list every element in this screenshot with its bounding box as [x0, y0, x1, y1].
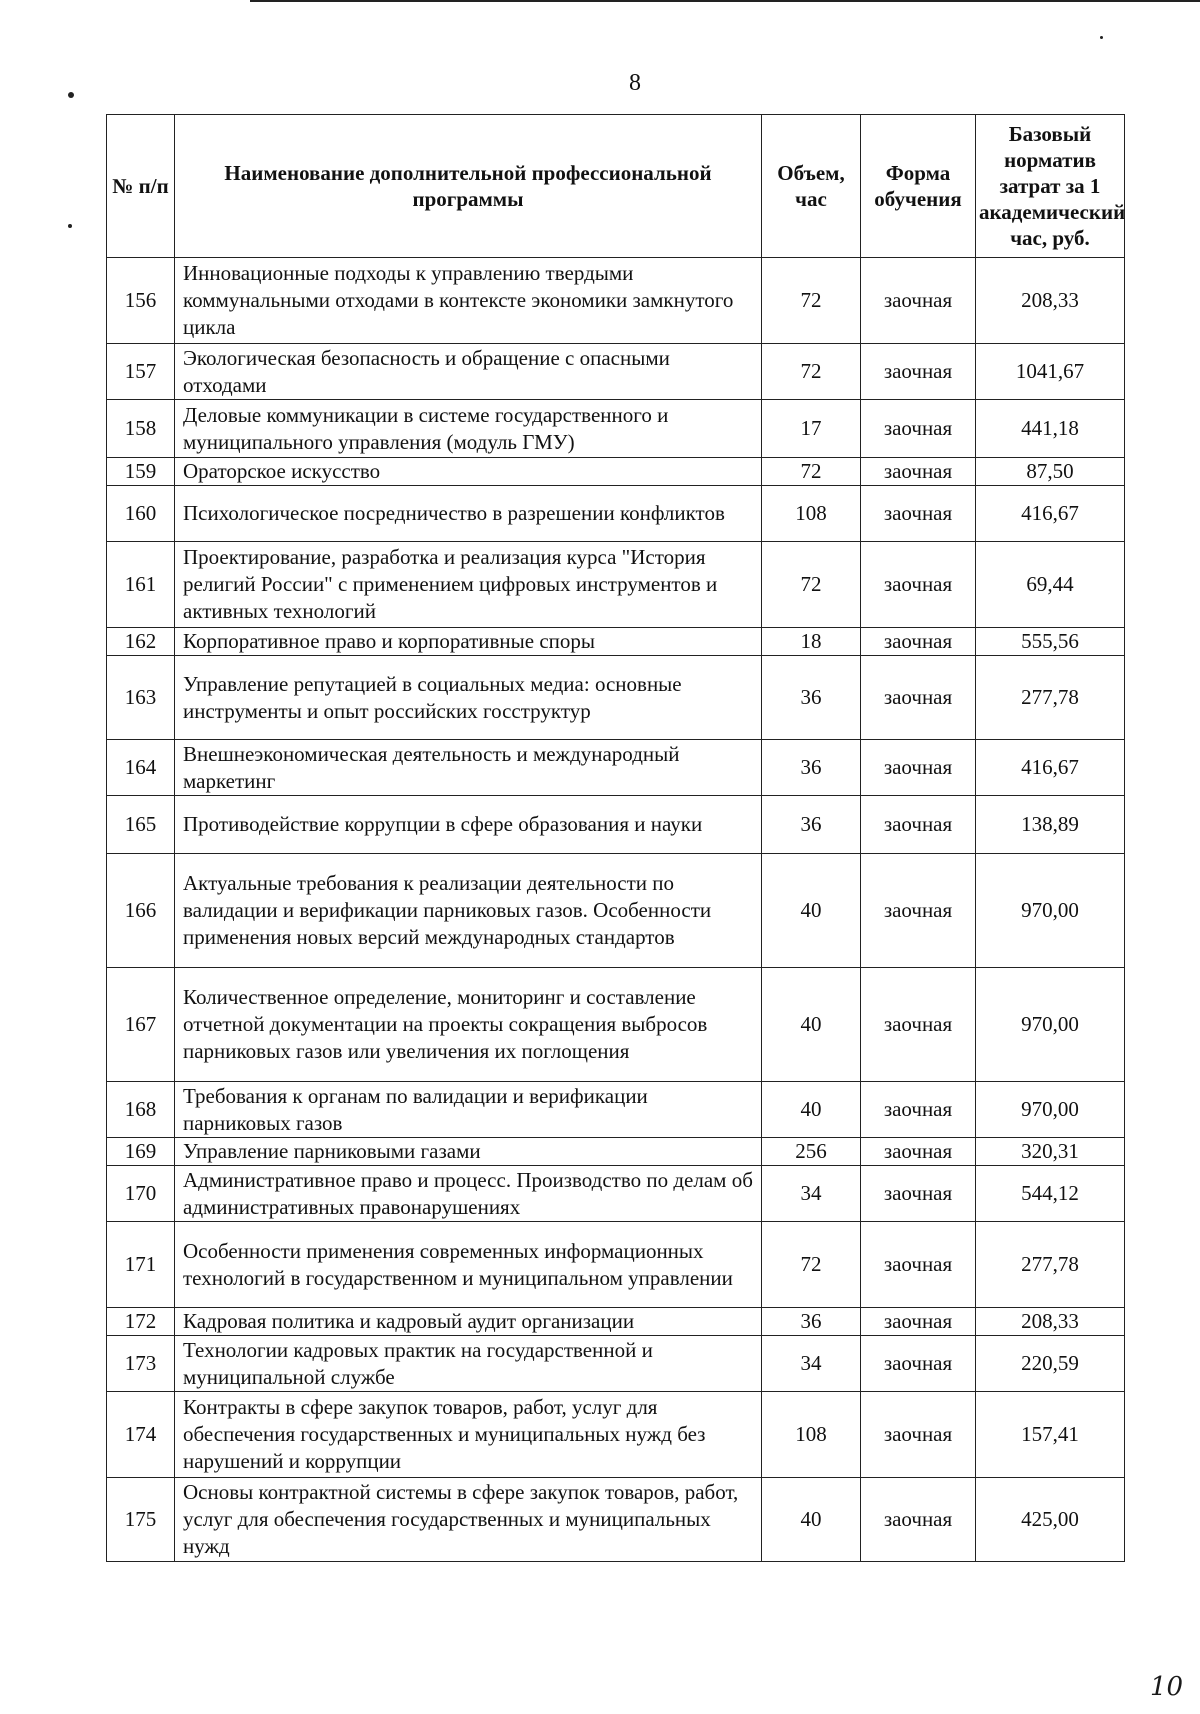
program-name: Управление парниковыми газами	[175, 1138, 762, 1166]
table-body	[107, 258, 1125, 1562]
program-volume: 256	[762, 1138, 861, 1166]
program-volume: 40	[762, 1082, 861, 1138]
program-name: Экологическая безопасность и обращение с опасными отходами	[175, 344, 762, 400]
study-form: заочная	[861, 796, 976, 854]
base-cost: 138,89	[976, 796, 1125, 854]
program-volume: 36	[762, 796, 861, 854]
program-name: Деловые коммуникации в системе государственного и муниципального управления (модуль ГМУ)	[175, 400, 762, 458]
table-row	[107, 656, 1125, 740]
table-row	[107, 740, 1125, 796]
program-volume: 108	[762, 486, 861, 542]
study-form: заочная	[861, 1478, 976, 1562]
program-name: Особенности применения современных информационных технологий в государственном и муниципальном управлении	[175, 1222, 762, 1308]
program-volume: 108	[762, 1392, 861, 1478]
study-form: заочная	[861, 628, 976, 656]
table-row	[107, 854, 1125, 968]
table-row	[107, 628, 1125, 656]
base-cost: 87,50	[976, 458, 1125, 486]
row-number: 174	[107, 1392, 175, 1478]
base-cost: 555,56	[976, 628, 1125, 656]
programs-table	[106, 114, 1125, 1562]
program-volume: 72	[762, 542, 861, 628]
program-name: Проектирование, разработка и реализация курса "История религий России" с применением цифровых инструментов и активных технологий	[175, 542, 762, 628]
row-number: 161	[107, 542, 175, 628]
program-name: Количественное определение, мониторинг и составление отчетной документации на проекты сокращения выбросов парниковых газов или увеличения их поглощения	[175, 968, 762, 1082]
page-number: 8	[629, 70, 641, 96]
base-cost: 416,67	[976, 486, 1125, 542]
base-cost: 277,78	[976, 1222, 1125, 1308]
handwritten-sheet-number: 10	[1150, 1672, 1184, 1702]
program-name: Технологии кадровых практик на государственной и муниципальной службе	[175, 1336, 762, 1392]
program-volume: 36	[762, 656, 861, 740]
base-cost: 441,18	[976, 400, 1125, 458]
program-volume: 34	[762, 1336, 861, 1392]
header-base-cost: Базовый норматив затрат за 1 академический час, руб.	[976, 115, 1125, 258]
base-cost: 320,31	[976, 1138, 1125, 1166]
table-row	[107, 1308, 1125, 1336]
table-header-row	[107, 115, 1125, 258]
row-number: 166	[107, 854, 175, 968]
study-form: заочная	[861, 1392, 976, 1478]
table-row	[107, 1222, 1125, 1308]
base-cost: 277,78	[976, 656, 1125, 740]
scan-speck	[68, 224, 72, 228]
study-form: заочная	[861, 1166, 976, 1222]
study-form: заочная	[861, 1138, 976, 1166]
program-volume: 18	[762, 628, 861, 656]
header-num: № п/п	[107, 115, 175, 258]
row-number: 175	[107, 1478, 175, 1562]
base-cost: 220,59	[976, 1336, 1125, 1392]
table-row	[107, 1166, 1125, 1222]
program-volume: 40	[762, 854, 861, 968]
base-cost: 970,00	[976, 1082, 1125, 1138]
header-form: Форма обучения	[861, 115, 976, 258]
table-row	[107, 486, 1125, 542]
row-number: 157	[107, 344, 175, 400]
table-row	[107, 542, 1125, 628]
program-volume: 36	[762, 740, 861, 796]
base-cost: 157,41	[976, 1392, 1125, 1478]
study-form: заочная	[861, 968, 976, 1082]
base-cost: 208,33	[976, 1308, 1125, 1336]
row-number: 167	[107, 968, 175, 1082]
study-form: заочная	[861, 740, 976, 796]
table-row	[107, 258, 1125, 344]
study-form: заочная	[861, 486, 976, 542]
table-row	[107, 968, 1125, 1082]
program-volume: 17	[762, 400, 861, 458]
row-number: 168	[107, 1082, 175, 1138]
base-cost: 208,33	[976, 258, 1125, 344]
study-form: заочная	[861, 258, 976, 344]
study-form: заочная	[861, 854, 976, 968]
study-form: заочная	[861, 400, 976, 458]
program-name: Контракты в сфере закупок товаров, работ, услуг для обеспечения государственных и муниципальных нужд без нарушений и коррупции	[175, 1392, 762, 1478]
program-name: Внешнеэкономическая деятельность и международный маркетинг	[175, 740, 762, 796]
program-volume: 72	[762, 258, 861, 344]
program-name: Основы контрактной системы в сфере закупок товаров, работ, услуг для обеспечения государственных и муниципальных нужд	[175, 1478, 762, 1562]
study-form: заочная	[861, 1082, 976, 1138]
program-name: Ораторское искусство	[175, 458, 762, 486]
base-cost: 425,00	[976, 1478, 1125, 1562]
row-number: 164	[107, 740, 175, 796]
table-row	[107, 1082, 1125, 1138]
program-name: Кадровая политика и кадровый аудит организации	[175, 1308, 762, 1336]
row-number: 170	[107, 1166, 175, 1222]
scan-top-edge-line	[250, 0, 1200, 2]
base-cost: 970,00	[976, 854, 1125, 968]
study-form: заочная	[861, 1336, 976, 1392]
base-cost: 1041,67	[976, 344, 1125, 400]
row-number: 171	[107, 1222, 175, 1308]
program-name: Психологическое посредничество в разрешении конфликтов	[175, 486, 762, 542]
table-row	[107, 1336, 1125, 1392]
table-row	[107, 458, 1125, 486]
table-row	[107, 1392, 1125, 1478]
program-name: Требования к органам по валидации и верификации парниковых газов	[175, 1082, 762, 1138]
row-number: 173	[107, 1336, 175, 1392]
program-volume: 72	[762, 1222, 861, 1308]
row-number: 163	[107, 656, 175, 740]
program-volume: 34	[762, 1166, 861, 1222]
program-name: Актуальные требования к реализации деятельности по валидации и верификации парниковых газов. Особенности применения новых версий международных стандартов	[175, 854, 762, 968]
program-volume: 72	[762, 458, 861, 486]
program-volume: 40	[762, 968, 861, 1082]
study-form: заочная	[861, 344, 976, 400]
header-program-name: Наименование дополнительной профессиональной программы	[175, 115, 762, 258]
base-cost: 970,00	[976, 968, 1125, 1082]
program-name: Административное право и процесс. Производство по делам об административных правонарушениях	[175, 1166, 762, 1222]
program-volume: 36	[762, 1308, 861, 1336]
program-name: Корпоративное право и корпоративные споры	[175, 628, 762, 656]
study-form: заочная	[861, 458, 976, 486]
table-row	[107, 400, 1125, 458]
row-number: 165	[107, 796, 175, 854]
table-row	[107, 796, 1125, 854]
table-row	[107, 344, 1125, 400]
row-number: 158	[107, 400, 175, 458]
row-number: 156	[107, 258, 175, 344]
program-name: Инновационные подходы к управлению твердыми коммунальными отходами в контексте экономики замкнутого цикла	[175, 258, 762, 344]
row-number: 169	[107, 1138, 175, 1166]
row-number: 160	[107, 486, 175, 542]
study-form: заочная	[861, 542, 976, 628]
table-row	[107, 1478, 1125, 1562]
program-name: Управление репутацией в социальных медиа: основные инструменты и опыт российских госструктур	[175, 656, 762, 740]
study-form: заочная	[861, 1222, 976, 1308]
row-number: 162	[107, 628, 175, 656]
scan-speck	[68, 92, 74, 98]
row-number: 159	[107, 458, 175, 486]
row-number: 172	[107, 1308, 175, 1336]
base-cost: 544,12	[976, 1166, 1125, 1222]
base-cost: 69,44	[976, 542, 1125, 628]
program-volume: 40	[762, 1478, 861, 1562]
program-name: Противодействие коррупции в сфере образования и науки	[175, 796, 762, 854]
program-volume: 72	[762, 344, 861, 400]
base-cost: 416,67	[976, 740, 1125, 796]
scan-speck	[1100, 36, 1103, 39]
header-volume: Объем, час	[762, 115, 861, 258]
table-row	[107, 1138, 1125, 1166]
study-form: заочная	[861, 1308, 976, 1336]
study-form: заочная	[861, 656, 976, 740]
